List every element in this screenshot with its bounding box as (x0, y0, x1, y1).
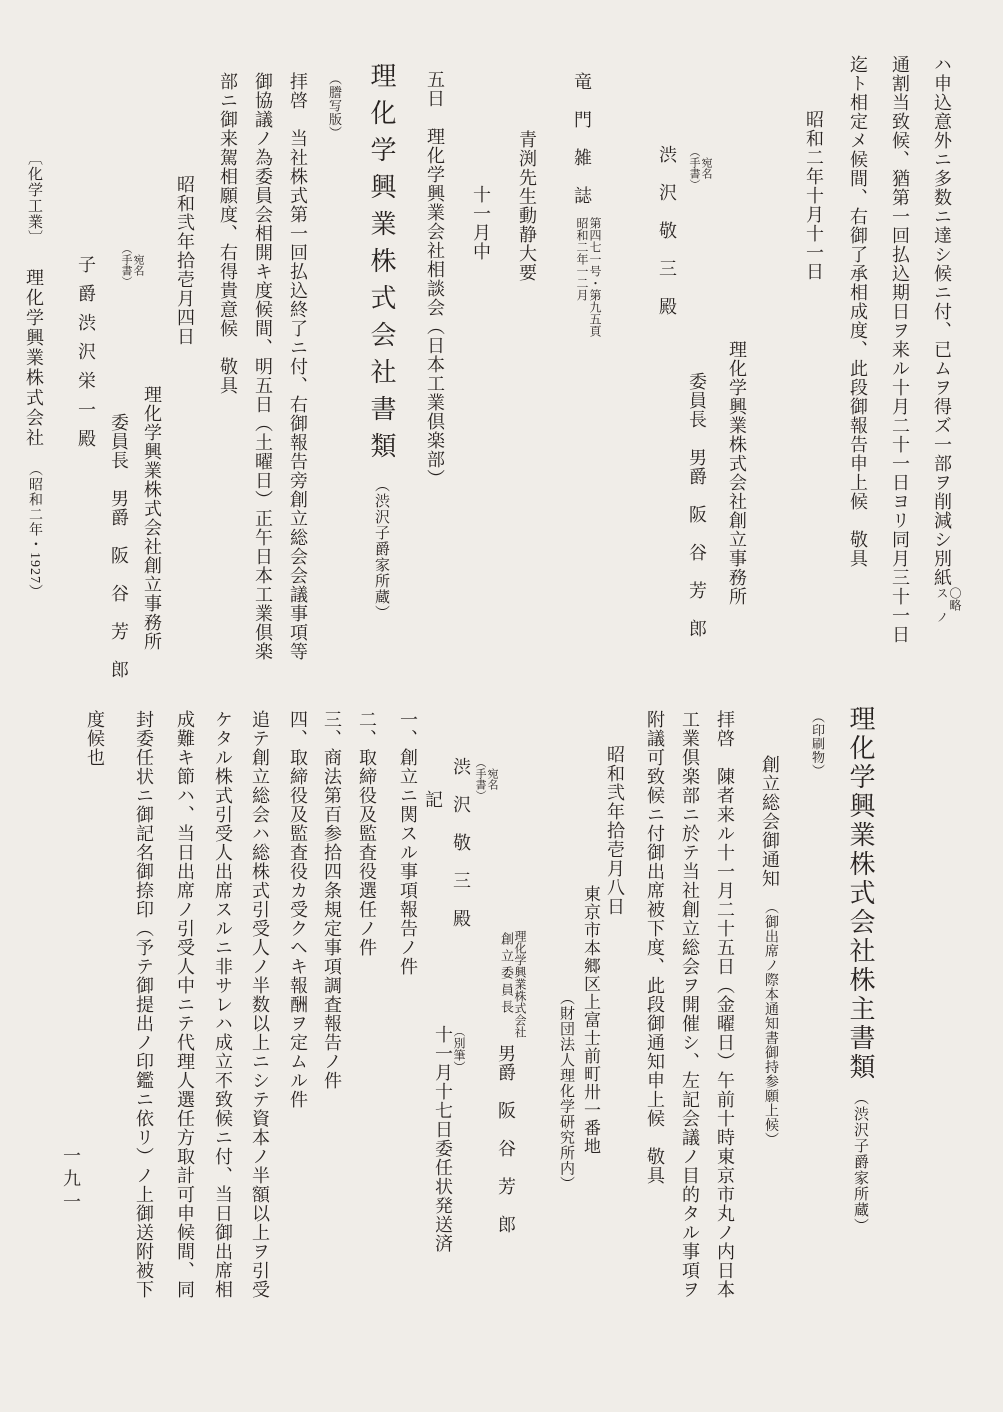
shareholder-heading-text: 理化学興業株式会社株主書類 (846, 705, 875, 1082)
medium-note (810, 705, 824, 1299)
doc2-addressee-text: 子爵渋沢栄一殿 (76, 255, 96, 458)
omitted-note-right: 〇略 (948, 587, 962, 611)
agenda-item-1-text: 一、創立ニ関スル事項報告ノ件 (398, 710, 418, 976)
postscript-line2 (213, 705, 232, 1299)
letter1-chair-text: 委員長 男爵 阪 谷 芳 郎 (687, 372, 707, 638)
ryumon-zasshi-column (572, 55, 601, 679)
notice-address-note-text: （財団法人理化学研究所内） (558, 990, 574, 1192)
notice-title: 創立総会御通知 (760, 755, 780, 888)
postscript-line2-text: ケタル株式引受人出席スルニ非サレハ成立不致候ニ付、当日御出席相 (213, 710, 233, 1299)
betsu-text-column (433, 1025, 452, 1253)
page-number-column (58, 1146, 84, 1215)
letter1-addressee (657, 55, 676, 679)
notice-address-note (558, 705, 574, 1299)
seien-heading-text: 青渕先生動静大要 (517, 130, 537, 282)
postscript-line3-text: 成難キ節ハ、当日出席ノ引受人中ニテ代理人選任方取計可申候間、同 (175, 710, 195, 1299)
seien-month-text: 十一月中 (471, 185, 491, 261)
letter1-date-text: 昭和二年十月十一日 (804, 110, 824, 281)
ki-text: 記 (423, 790, 443, 809)
doc2-line1-text: 拝啓 当社株式第一回払込終了ニ付、右御報告旁創立総会会議事項等 (288, 72, 308, 661)
omitted-note-left: ス ノ (935, 587, 949, 623)
margin-category: 〔化学工業〕 (26, 150, 42, 246)
doc2-line3 (218, 55, 237, 679)
paren-open: （ (474, 757, 486, 768)
ryumon-issue-note (575, 217, 601, 337)
agenda-item-4-text: 四、取締役及監査役カ受クヘキ報酬ヲ定ムル件 (288, 710, 308, 1109)
doc2-line1 (288, 55, 307, 679)
paren-open: （ (120, 243, 132, 254)
addressee-handwritten-note-1 (688, 146, 712, 190)
addressee-handwritten-note-2 (120, 243, 144, 287)
notice-address-text: 東京市本郷区上富士前町卅一番地 (581, 885, 600, 1155)
paren-close: ） (120, 276, 132, 287)
notice-line2-text: 工業倶楽部ニ於テ当社創立総会ヲ開催シ、左記会議ノ目的タル事項ヲ (680, 710, 700, 1299)
betsu-label (452, 1025, 465, 1253)
doc2-source-note: （渋沢子爵家所蔵） (373, 477, 389, 621)
atena-right: 宛名 (132, 254, 144, 276)
seien-entry (425, 55, 444, 679)
medium-note-text: （印刷物） (810, 710, 825, 778)
agenda-item-2 (357, 705, 376, 1299)
agenda-item-1 (398, 705, 417, 1299)
letter1-line1 (932, 55, 961, 679)
notice-sender (496, 705, 526, 1299)
doc2-line2 (253, 55, 272, 679)
notice-date-text: 昭和弐年拾壱月八日 (605, 745, 625, 916)
notice-title-note: （御出席ノ際本通知書御持参願上候） (763, 900, 778, 1147)
page-number (58, 1146, 84, 1215)
ryumon-date: 昭和二年一二月 (575, 217, 589, 301)
notice-line3-text: 附議可致候ニ付御出席被下度、此段御通知申上候 敬具 (645, 710, 665, 1185)
notice-line1 (715, 705, 734, 1299)
seien-entry-text: 五日 理化学興業会社相談会（日本工業倶楽部） (425, 70, 445, 488)
atena-right: 宛名 (700, 157, 712, 179)
sender-warichu (500, 930, 526, 1038)
sender-name: 男爵 阪 谷 芳 郎 (496, 1044, 516, 1234)
letter1-date (804, 55, 823, 679)
notice-line1-text: 拝啓 陳者来ル十一月二十五日（金曜日）午前十時東京市丸ノ内日本 (715, 710, 735, 1299)
shareholder-section-heading (845, 705, 875, 1299)
sender-company: 理化学興業株式会社 (513, 930, 527, 1038)
postscript-line1 (250, 705, 269, 1299)
atena-warichu-1 (688, 157, 712, 179)
paren-close: ） (474, 790, 486, 801)
doc2-sender-chair (109, 55, 128, 679)
doc2-line3-text: 部ニ御来駕相願度、右得貴意候 敬具 (218, 72, 238, 395)
postscript-line4 (134, 705, 153, 1299)
postscript-line5-text: 度候也 (85, 710, 105, 767)
letter1-line2 (890, 55, 909, 679)
seien-month (471, 55, 490, 679)
doc2-medium-note (327, 55, 341, 679)
notice-date (605, 705, 624, 1299)
margin-company: 理化学興業株式会社 (24, 268, 44, 448)
doc2-office-text: 理化学興業株式会社創立事務所 (142, 385, 162, 651)
atena-warichu-3 (474, 768, 498, 790)
atena-warichu-2 (120, 254, 144, 276)
doc2-addressee (76, 55, 95, 679)
margin-year: （昭和二年・1927） (27, 462, 42, 599)
notice-line2 (680, 705, 699, 1299)
betsu-label-text: （別筆） (452, 1025, 466, 1073)
addressee-handwritten-note-3 (474, 757, 498, 801)
margin-label (24, 150, 44, 599)
letter1-addressee-text: 渋 沢 敬 三 殿 (657, 145, 677, 316)
shareholder-source-note: （渋沢子爵家所蔵） (852, 1090, 868, 1234)
notice-line3 (645, 705, 664, 1299)
atena-right: 宛名 (486, 768, 498, 790)
letter1-line2-text: 通割当致候、猶第一回払込期日ヲ来ル十月二十一日ヨリ同月三十一日 (890, 55, 910, 644)
top-text-block (76, 55, 961, 679)
notice-title-column (760, 705, 780, 1299)
margin-label-column (24, 150, 44, 599)
paren-open: （ (688, 146, 700, 157)
postscript-line1-text: 追テ創立総会ハ総株式引受人ノ半数以上ニシテ資本ノ半額以上ヲ引受 (250, 710, 270, 1299)
doc2-chair-text: 委員長 男爵 阪 谷 芳 郎 (109, 413, 129, 679)
sender-role: 創立委員長 (499, 932, 514, 1017)
postscript-line3 (175, 705, 194, 1299)
postscript-line5 (85, 705, 104, 1299)
doc2-date (175, 55, 194, 679)
doc2-date-text: 昭和弐年拾壱月四日 (175, 175, 195, 346)
doc2-heading-text: 理化学興業株式会社書類 (367, 62, 396, 469)
postscript-line4-text: 封委任状ニ御記名御捺印（予テ御提出ノ印鑑ニ依リ）ノ上御送附被下 (134, 710, 154, 1299)
letter1-line3 (848, 55, 867, 679)
doc2-section-heading (366, 55, 396, 679)
page-number-text: 一九一 (61, 1146, 81, 1215)
atena-left: 手書 (474, 768, 486, 790)
agenda-item-4 (288, 705, 307, 1299)
letter1-line3-text: 迄ト相定メ候間、右御了承相成度、此段御報告申上候 敬具 (848, 55, 868, 568)
notice-address (581, 705, 599, 1299)
notice-addressee-text: 渋 沢 敬 三 殿 (451, 757, 471, 928)
letter1-sender-office (727, 55, 746, 679)
agenda-item-2-text: 二、取締役及監査役選任ノ件 (357, 710, 377, 957)
seien-heading (517, 55, 536, 679)
atena-left: 手書 (120, 254, 132, 276)
ryumon-title: 竜 門 雑 誌 (572, 72, 592, 205)
letter1-line1-text: ハ申込意外ニ多数ニ達シ候ニ付、已ムヲ得ズ一部ヲ削減シ別紙 (932, 55, 952, 587)
betsu-annotation-block (430, 1025, 465, 1253)
doc2-medium-text: （謄写版） (327, 72, 342, 140)
doc2-line2-text: 御協議ノ為委員会相開キ度候間、明五日（土曜日）正午日本工業倶楽 (253, 72, 273, 661)
doc2-sender-office (142, 55, 161, 679)
letter1-office-text: 理化学興業株式会社創立事務所 (727, 340, 747, 606)
editorial-omitted-note (935, 587, 961, 623)
ryumon-issue: 第四七一号・第九五頁 (588, 217, 602, 337)
agenda-item-3 (322, 705, 341, 1299)
betsu-text: 十一月十七日委任状発送済 (433, 1025, 453, 1253)
paren-close: ） (688, 179, 700, 190)
atena-left: 手書 (688, 157, 700, 179)
agenda-item-3-text: 三、商法第百参拾四条規定事項調査報告ノ件 (322, 710, 342, 1090)
